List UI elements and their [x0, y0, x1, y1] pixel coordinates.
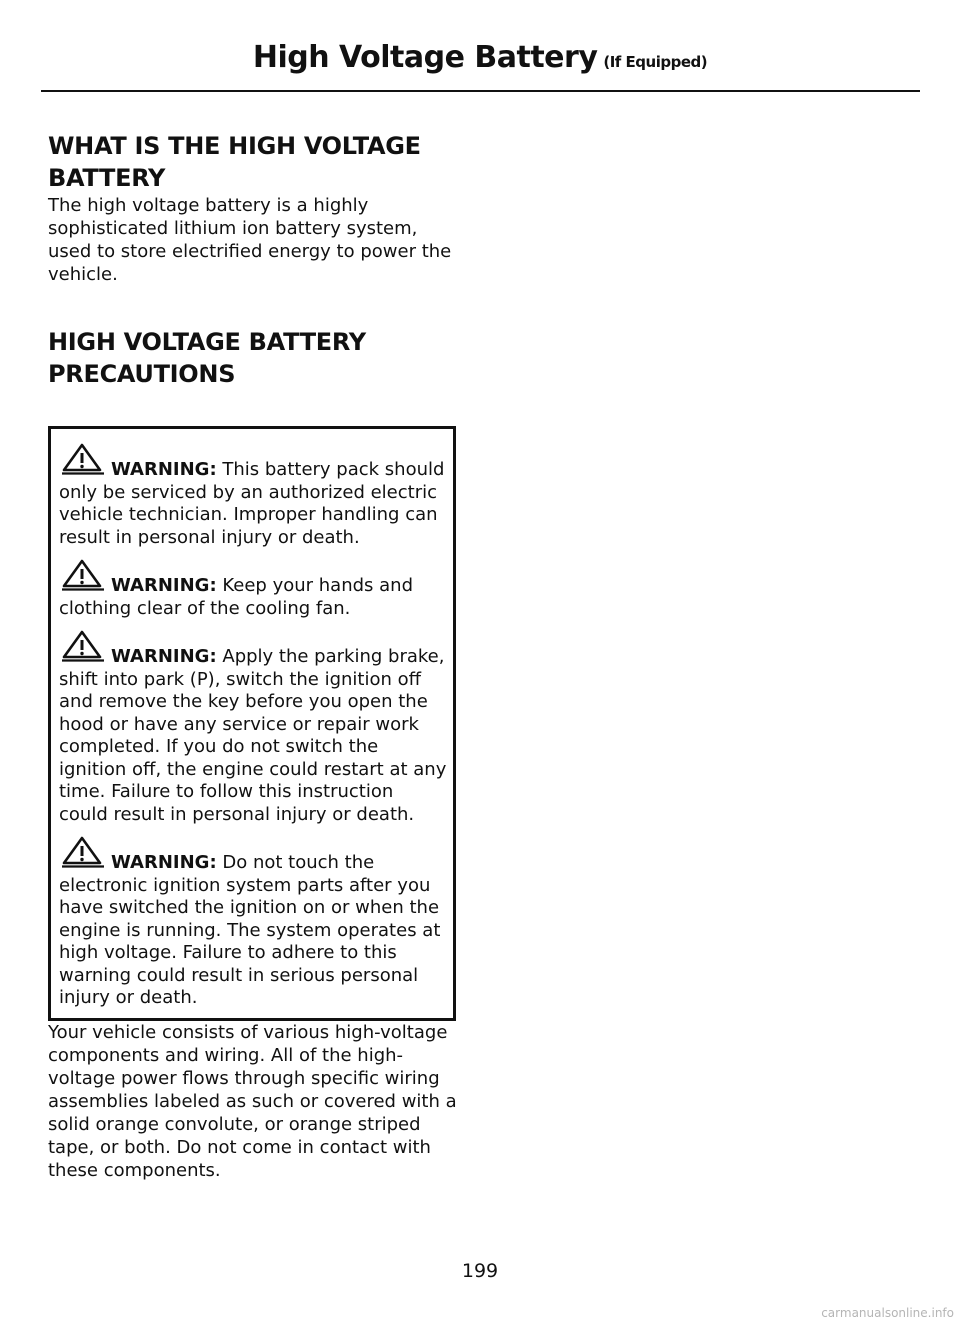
page-header: [0, 40, 960, 75]
warning-text: Apply the parking brake, shift into park (P), switch the ignition off and remove the key before you open the hood or have any service or repair work completed. If you do not switch the ignition off, the engine could restart at any time. Failure to follow this instruction could result in personal injury or death.: [59, 646, 447, 825]
page-number: 199: [461, 1260, 499, 1282]
warning-triangle-icon: [61, 836, 105, 868]
warning-label: WARNING:: [111, 459, 217, 480]
warning-label: WARNING:: [111, 646, 217, 667]
warning-item: [59, 630, 447, 826]
warning-item: [59, 836, 447, 1010]
section-heading-precautions-line1: HIGH VOLTAGE BATTERY: [48, 328, 366, 356]
intro-paragraph: The high voltage battery is a highly sophisticated lithium ion battery system, used to store electrified energy to power the vehicle.: [48, 195, 452, 285]
main-column: [48, 130, 463, 1182]
outro-paragraph: Your vehicle consists of various high-voltage components and wiring. All of the high-voltage power flows through specific wiring assemblies labeled as such or covered with a solid orange convolute, or orange striped tape, or both. Do not come in contact with these components.: [48, 1021, 457, 1181]
warning-label: WARNING:: [111, 852, 217, 873]
section-heading-precautions: [48, 326, 463, 390]
section-heading-what-is-line2: BATTERY: [48, 164, 166, 192]
page-header-title: High Voltage Battery: [252, 40, 598, 75]
section-heading-precautions-line2: PRECAUTIONS: [48, 360, 236, 388]
warning-text: Keep your hands and clothing clear of the cooling fan.: [59, 575, 414, 619]
warning-triangle-icon: [61, 559, 105, 591]
warning-item: [59, 559, 447, 620]
section-heading-what-is: [48, 130, 463, 194]
watermark: carmanualsonline.info: [821, 1306, 954, 1320]
warning-text: This battery pack should only be serviced by an authorized electric vehicle technician. Improper handling can result in personal injury or death.: [59, 459, 445, 548]
header-divider: [41, 90, 920, 92]
warning-item: [59, 443, 447, 549]
warning-triangle-icon: [61, 443, 105, 475]
page-header-subtitle: (If Equipped): [603, 53, 708, 71]
warning-text: Do not touch the electronic ignition system parts after you have switched the ignition on or when the engine is running. The system operates at high voltage. Failure to adhere to this warning could result in serious personal injury or death.: [59, 852, 441, 1008]
warning-triangle-icon: [61, 630, 105, 662]
warning-label: WARNING:: [111, 575, 217, 596]
section-heading-what-is-line1: WHAT IS THE HIGH VOLTAGE: [48, 132, 421, 160]
warning-box: [48, 426, 456, 1021]
